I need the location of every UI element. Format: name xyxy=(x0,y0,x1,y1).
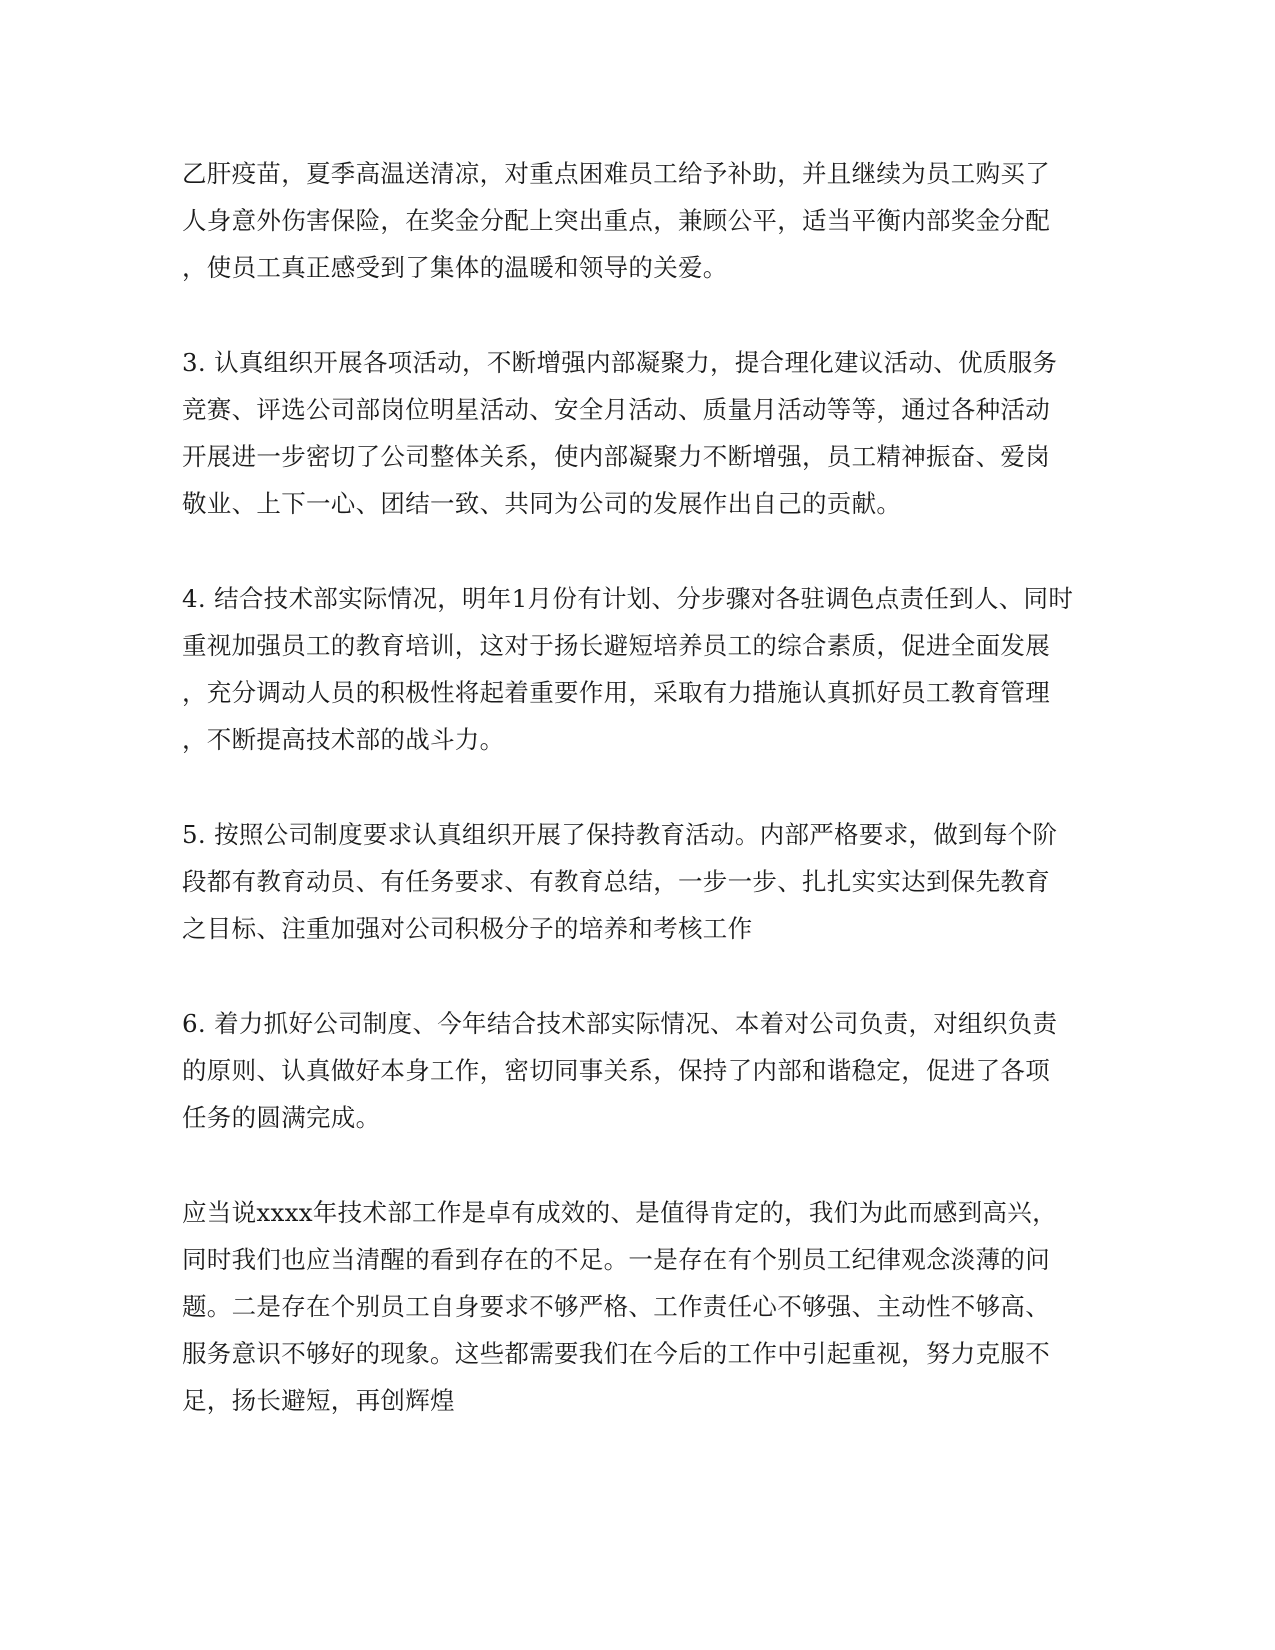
text-line: 题。二是存在个别员工自身要求不够严格、工作责任心不够强、主动性不够高、 xyxy=(182,1292,1050,1321)
text-line: 3. 认真组织开展各项活动，不断增强内部凝聚力，提合理化建议活动、优质服务 xyxy=(182,348,1058,377)
text-line: 应当说xxxx年技术部工作是卓有成效的、是值得肯定的，我们为此而感到高兴， xyxy=(182,1198,1057,1227)
document-body xyxy=(182,150,1074,1424)
text-line: 重视加强员工的教育培训，这对于扬长避短培养员工的综合素质，促进全面发展 xyxy=(182,631,1050,660)
text-line: ，充分调动人员的积极性将起着重要作用，采取有力措施认真抓好员工教育管理 xyxy=(182,678,1050,707)
text-line: 4. 结合技术部实际情况，明年1月份有计划、分步骤对各驻调色点责任到人、同时 xyxy=(182,584,1074,613)
text-line: 开展进一步密切了公司整体关系，使内部凝聚力不断增强，员工精神振奋、爱岗 xyxy=(182,442,1050,471)
text-line: 足，扬长避短，再创辉煌 xyxy=(182,1386,455,1415)
text-line: 的原则、认真做好本身工作，密切同事关系，保持了内部和谐稳定，促进了各项 xyxy=(182,1056,1050,1085)
text-line: ，使员工真正感受到了集体的温暖和领导的关爱。 xyxy=(182,253,728,282)
text-line: 竞赛、评选公司部岗位明星活动、安全月活动、质量月活动等等，通过各种活动 xyxy=(182,395,1050,424)
text-line: 敬业、上下一心、团结一致、共同为公司的发展作出自己的贡献。 xyxy=(182,489,902,518)
paragraph-summary xyxy=(182,1189,1057,1424)
paragraph-welfare xyxy=(182,150,1050,291)
text-line: ，不断提高技术部的战斗力。 xyxy=(182,725,505,754)
text-line: 6. 着力抓好公司制度、今年结合技术部实际情况、本着对公司负责，对组织负责 xyxy=(182,1009,1058,1038)
text-line: 5. 按照公司制度要求认真组织开展了保持教育活动。内部严格要求，做到每个阶 xyxy=(182,820,1058,849)
text-line: 任务的圆满完成。 xyxy=(182,1103,381,1132)
text-line: 乙肝疫苗，夏季高温送清凉，对重点困难员工给予补助，并且继续为员工购买了 xyxy=(182,159,1050,188)
text-line: 段都有教育动员、有任务要求、有教育总结，一步一步、扎扎实实达到保先教育 xyxy=(182,867,1050,896)
paragraph-item-3 xyxy=(182,339,1058,527)
paragraph-item-6 xyxy=(182,1000,1058,1141)
text-line: 同时我们也应当清醒的看到存在的不足。一是存在有个别员工纪律观念淡薄的问 xyxy=(182,1245,1050,1274)
text-line: 人身意外伤害保险，在奖金分配上突出重点，兼顾公平，适当平衡内部奖金分配 xyxy=(182,206,1050,235)
text-line: 服务意识不够好的现象。这些都需要我们在今后的工作中引起重视，努力克服不 xyxy=(182,1339,1050,1368)
text-line: 之目标、注重加强对公司积极分子的培养和考核工作 xyxy=(182,914,753,943)
paragraph-item-5 xyxy=(182,811,1058,952)
paragraph-item-4 xyxy=(182,575,1074,763)
